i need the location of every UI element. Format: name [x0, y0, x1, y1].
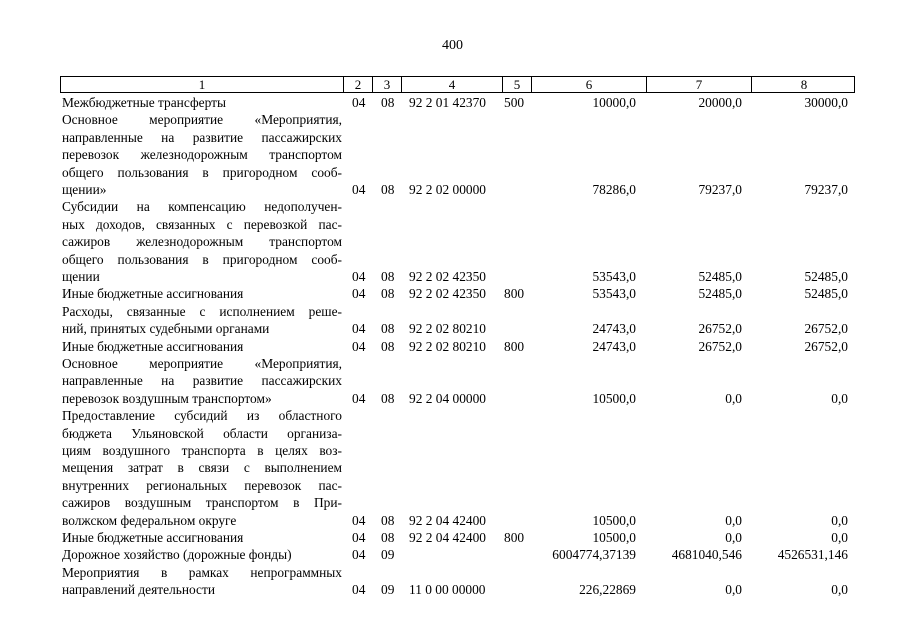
description-line: ных доходов, связанных с перевозкой пас- [62, 216, 342, 232]
amount-year-3: 0,0 [831, 530, 848, 545]
amount-year-3: 4526531,146 [777, 547, 848, 563]
description-line: направлений деятельности [62, 582, 216, 598]
row-description [62, 355, 342, 407]
amount-year-2: 0,0 [725, 530, 742, 545]
amount-year-3: 30000,0 [804, 95, 848, 110]
amount-year-2: 0,0 [725, 582, 742, 598]
section-code: 04 [352, 390, 366, 406]
section-code: 04 [352, 321, 366, 337]
row-description [62, 198, 342, 285]
row-description [62, 111, 342, 198]
amount-year-2: 0,0 [725, 390, 742, 406]
section-code: 04 [352, 530, 366, 545]
header-col-7: 7 [646, 77, 751, 93]
header-col-8: 8 [751, 77, 856, 93]
expense-type-code: 800 [504, 286, 525, 302]
row-description [62, 338, 342, 355]
description-line: Расходы, связанные с исполнением реше- [62, 303, 342, 319]
description-line: Дорожное хозяйство (дорожные фонды) [62, 547, 292, 563]
description-line: общего пользования в пригородном сооб- [62, 164, 342, 180]
section-code: 04 [352, 338, 366, 354]
description-line: сажиров железнодорожным транспортом [62, 234, 342, 250]
description-line: Основное мероприятие «Мероприятия, [62, 112, 342, 128]
description-line: ний, принятых судебными органами [62, 321, 270, 337]
amount-year-3: 52485,0 [804, 268, 848, 284]
amount-year-1: 78286,0 [592, 181, 636, 197]
subsection-code: 08 [381, 390, 395, 406]
description-line: Иные бюджетные ассигнования [62, 338, 244, 354]
description-line: перевозок железнодорожным транспортом [62, 147, 342, 163]
target-article-code: 92 2 02 00000 [409, 181, 486, 197]
subsection-code: 08 [381, 321, 395, 337]
amount-year-1: 10500,0 [592, 530, 636, 545]
amount-year-3: 26752,0 [804, 321, 848, 337]
row-description [62, 407, 342, 529]
description-line: мещения затрат в связи с выполнением [62, 460, 342, 476]
amount-year-2: 52485,0 [698, 268, 742, 284]
page-number: 400 [442, 38, 463, 53]
description-line: сажиров воздушным транспортом в При- [62, 495, 342, 511]
description-line: Субсидии на компенсацию недополучен- [62, 199, 342, 215]
expense-type-code: 500 [504, 95, 525, 110]
amount-year-2: 0,0 [725, 512, 742, 528]
description-line: щении» [62, 182, 107, 198]
description-line: циям воздушного транспорта в целях воз- [62, 443, 342, 458]
description-line: Иные бюджетные ассигнования [62, 286, 244, 302]
amount-year-1: 10000,0 [592, 95, 636, 110]
subsection-code: 08 [381, 530, 395, 545]
description-line: Основное мероприятие «Мероприятия, [62, 356, 342, 371]
subsection-code: 09 [381, 547, 395, 563]
subsection-code: 08 [381, 181, 395, 197]
subsection-code: 08 [381, 512, 395, 528]
expense-type-code: 800 [504, 530, 525, 545]
table-header [60, 76, 855, 93]
amount-year-2: 26752,0 [698, 321, 742, 337]
amount-year-1: 6004774,37139 [552, 547, 636, 563]
section-code: 04 [352, 95, 366, 110]
description-line: внутренних региональных перевозок пас- [62, 477, 342, 493]
description-line: Предоставление субсидий из областного [62, 408, 342, 424]
header-col-1: 1 [198, 77, 206, 92]
amount-year-1: 10500,0 [592, 390, 636, 406]
header-col-3: 3 [372, 77, 401, 93]
section-code: 04 [352, 512, 366, 528]
description-line: Мероприятия в рамках непрограммных [62, 564, 342, 580]
row-description [62, 303, 342, 338]
amount-year-1: 53543,0 [592, 268, 636, 284]
target-article-code: 11 0 00 00000 [409, 582, 486, 598]
amount-year-2: 20000,0 [698, 95, 742, 110]
description-line: перевозок воздушным транспортом» [62, 390, 272, 406]
section-code: 04 [352, 547, 366, 563]
subsection-code: 08 [381, 286, 395, 302]
target-article-code: 92 2 04 42400 [409, 512, 486, 528]
description-line: волжском федеральном округе [62, 512, 237, 528]
target-article-code: 92 2 02 42350 [409, 268, 486, 284]
target-article-code: 92 2 02 80210 [409, 321, 486, 337]
amount-year-1: 10500,0 [592, 512, 636, 528]
target-article-code: 92 2 04 00000 [409, 390, 486, 406]
amount-year-3: 52485,0 [804, 286, 848, 302]
row-description [62, 285, 342, 302]
subsection-code: 08 [381, 338, 395, 354]
description-line: бюджета Ульяновской области организа- [62, 425, 342, 441]
description-line: Иные бюджетные ассигнования [62, 530, 244, 545]
description-line: направленные на развитие пассажирских [62, 129, 342, 145]
header-col-2: 2 [343, 77, 372, 93]
amount-year-2: 26752,0 [698, 338, 742, 354]
row-description [62, 564, 342, 599]
amount-year-2: 4681040,546 [671, 547, 742, 563]
amount-year-1: 24743,0 [592, 338, 636, 354]
header-col-4: 4 [401, 77, 502, 93]
description-line: Межбюджетные трансферты [62, 95, 226, 110]
section-code: 04 [352, 181, 366, 197]
amount-year-3: 26752,0 [804, 338, 848, 354]
description-line: щении [62, 269, 100, 285]
expense-type-code: 800 [504, 338, 525, 354]
amount-year-2: 52485,0 [698, 286, 742, 302]
row-description [62, 529, 342, 546]
subsection-code: 08 [381, 268, 395, 284]
row-description [62, 546, 342, 563]
amount-year-1: 24743,0 [592, 321, 636, 337]
target-article-code: 92 2 04 42400 [409, 530, 486, 545]
header-col-6: 6 [531, 77, 646, 93]
amount-year-1: 53543,0 [592, 286, 636, 302]
section-code: 04 [352, 268, 366, 284]
amount-year-1: 226,22869 [579, 582, 636, 598]
amount-year-3: 79237,0 [804, 181, 848, 197]
target-article-code: 92 2 01 42370 [409, 95, 486, 110]
section-code: 04 [352, 286, 366, 302]
target-article-code: 92 2 02 42350 [409, 286, 486, 302]
header-col-5: 5 [502, 77, 531, 93]
amount-year-3: 0,0 [831, 390, 848, 406]
amount-year-3: 0,0 [831, 512, 848, 528]
amount-year-3: 0,0 [831, 582, 848, 598]
section-code: 04 [352, 582, 366, 598]
description-line: направленные на развитие пассажирских [62, 373, 342, 389]
row-description [62, 94, 342, 111]
subsection-code: 09 [381, 582, 395, 598]
subsection-code: 08 [381, 95, 395, 110]
amount-year-2: 79237,0 [698, 181, 742, 197]
description-line: общего пользования в пригородном сооб- [62, 251, 342, 267]
target-article-code: 92 2 02 80210 [409, 338, 486, 354]
